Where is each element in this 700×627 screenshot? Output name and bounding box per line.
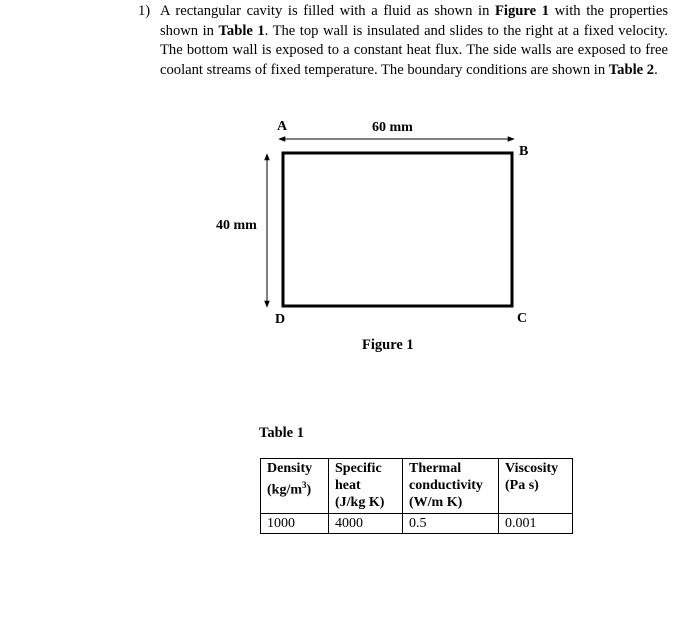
header-viscosity: Viscosity (Pa s) bbox=[499, 459, 573, 514]
width-dimension-label: 60 mm bbox=[372, 120, 413, 135]
table-reference: Table 1 bbox=[218, 22, 265, 39]
value-density: 1000 bbox=[261, 514, 329, 534]
corner-label-b: B bbox=[519, 144, 529, 159]
header-specific-heat: Specific heat (J/kg K) bbox=[329, 459, 403, 514]
problem-text: A rectangular cavity is filled with a fluid as shown in Figure 1 with the properties shown in Table 1. The top wall is insulated and slides to the right at a fixed velocity. The bottom wall is exposed to a constant heat flux. The side walls are exposed to free coolant streams of fixed temperature. The boundary conditions are shown in Table 2. bbox=[160, 3, 669, 78]
table-row bbox=[261, 514, 573, 534]
header-density: Density $(kg/m^3)$ bbox=[261, 459, 329, 514]
problem-number: 1) bbox=[138, 3, 151, 19]
corner-label-c: C bbox=[517, 311, 528, 326]
height-dimension-label: 40 mm bbox=[216, 218, 257, 233]
table-caption: Table 1 bbox=[259, 425, 304, 441]
value-thermal-conductivity: 0.5 bbox=[403, 514, 499, 534]
table-header-row bbox=[261, 459, 573, 514]
value-specific-heat: 4000 bbox=[329, 514, 403, 534]
header-thermal-conductivity: Thermal conductivity (W/m K) bbox=[403, 459, 499, 514]
value-viscosity: 0.001 bbox=[499, 514, 573, 534]
table2-reference: Table 2 bbox=[608, 61, 655, 78]
figure-reference: Figure 1 bbox=[495, 3, 549, 19]
properties-table bbox=[260, 458, 573, 534]
figure-caption: Figure 1 bbox=[362, 337, 414, 353]
corner-label-a: A bbox=[277, 119, 288, 134]
cavity-rectangle bbox=[283, 153, 512, 306]
corner-label-d: D bbox=[275, 312, 286, 327]
